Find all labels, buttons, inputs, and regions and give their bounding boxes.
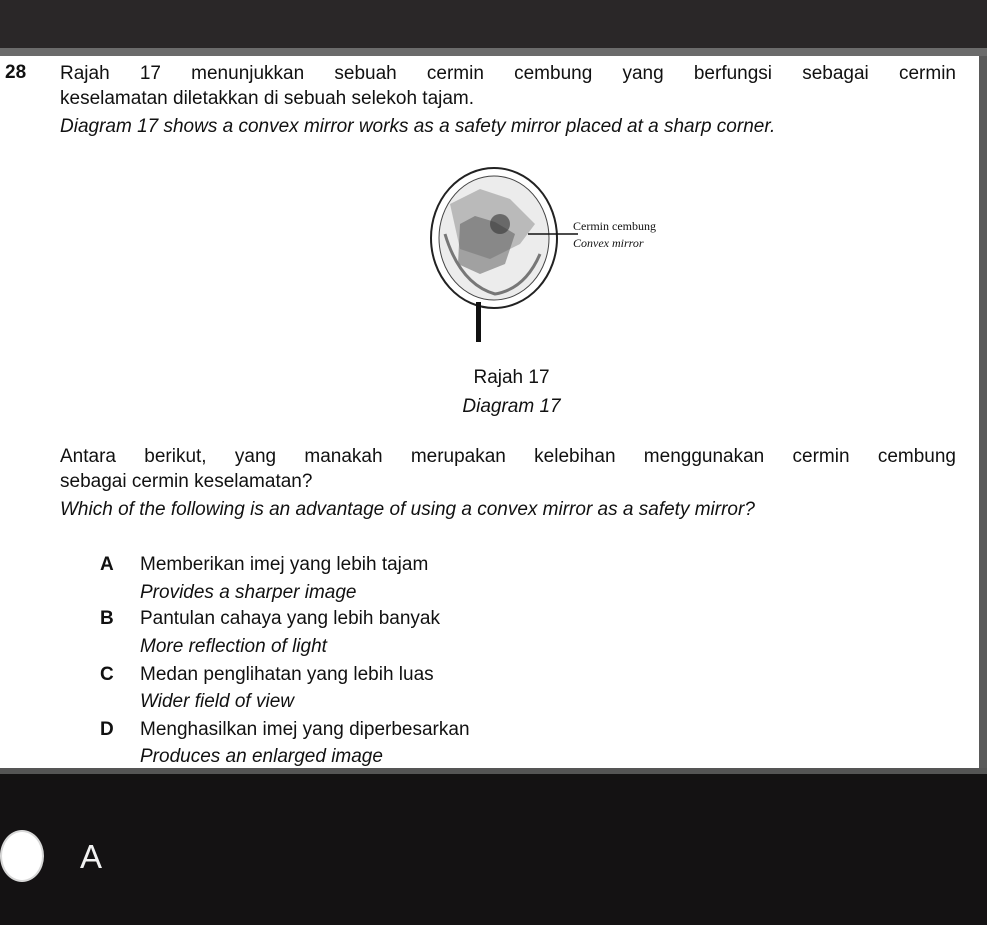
question-text-en: Diagram 17 shows a convex mirror works as a safety mirror placed at a sharp corner. <box>60 116 776 137</box>
top-bar <box>0 0 987 48</box>
option-b-letter: B <box>100 608 114 629</box>
option-d-letter: D <box>100 719 114 740</box>
prompt-ms-2: sebagai cermin keselamatan? <box>60 471 313 492</box>
answer-area <box>0 774 987 925</box>
question-text-ms-2: keselamatan diletakkan di sebuah selekoh tajam. <box>60 88 475 109</box>
diagram-caption-ms: Rajah 17 <box>473 367 550 388</box>
prompt-ms-1: Antara berikut, yang manakah merupakan kelebihan menggunakan cermin cembung <box>60 446 956 467</box>
diagram-caption-en: Diagram 17 <box>462 396 561 417</box>
top-divider <box>0 48 987 56</box>
option-b-ms: Pantulan cahaya yang lebih banyak <box>140 608 441 629</box>
right-edge <box>979 56 987 772</box>
convex-mirror-diagram <box>420 164 700 346</box>
option-c-en: Wider field of view <box>140 691 294 712</box>
option-a-letter: A <box>100 554 114 575</box>
option-a-ms: Memberikan imej yang lebih tajam <box>140 554 429 575</box>
label-ms: Cermin cembung <box>573 219 656 233</box>
answer-option-label[interactable]: A <box>80 838 103 875</box>
option-d-en: Produces an enlarged image <box>140 746 383 767</box>
question-text-ms-1: Rajah 17 menunjukkan sebuah cermin cembung yang berfungsi sebagai cermin <box>60 63 956 84</box>
prompt-en: Which of the following is an advantage of using a convex mirror as a safety mirror? <box>60 499 755 520</box>
answer-radio-button[interactable] <box>0 830 44 882</box>
option-c-letter: C <box>100 664 114 685</box>
question-number: 28 <box>5 62 27 83</box>
mirror-pole <box>476 302 481 342</box>
question-image <box>0 56 979 768</box>
option-b-en: More reflection of light <box>140 636 327 657</box>
label-en: Convex mirror <box>573 236 644 250</box>
option-a-en: Provides a sharper image <box>140 582 357 603</box>
option-c-ms: Medan penglihatan yang lebih luas <box>140 664 434 685</box>
option-d-ms: Menghasilkan imej yang diperbesarkan <box>140 719 470 740</box>
